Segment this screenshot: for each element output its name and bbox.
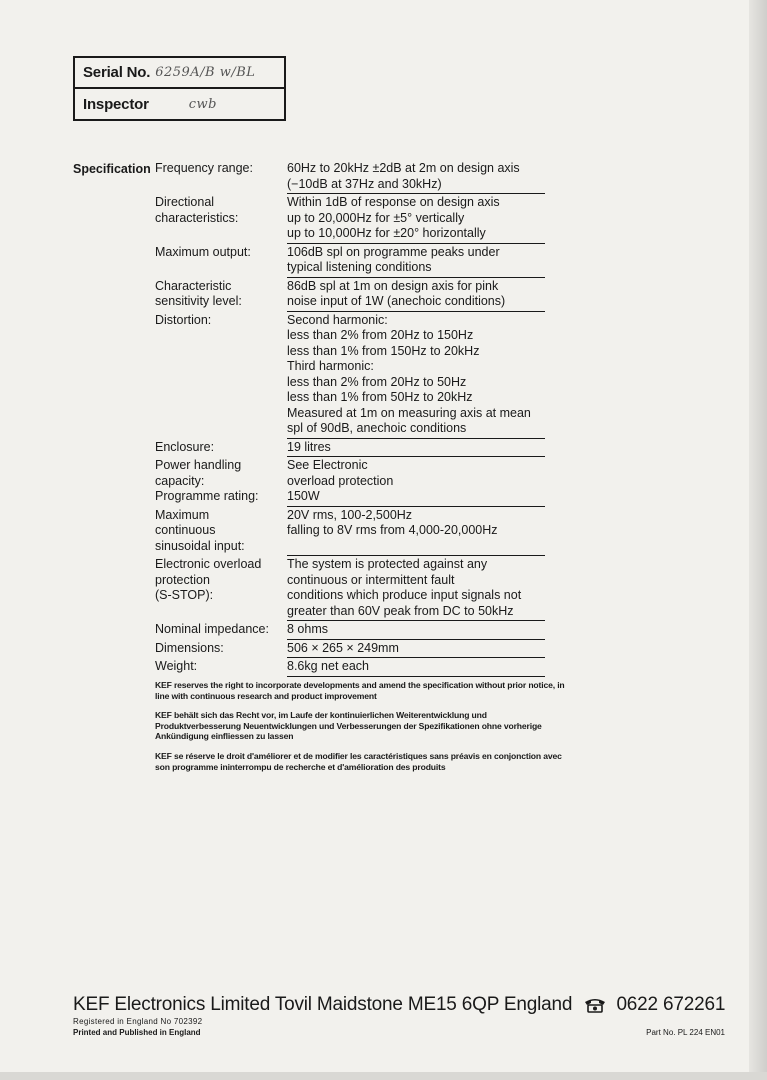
spec-value-line: spl of 90dB, anechoic conditions xyxy=(287,421,467,435)
spec-value xyxy=(287,557,545,621)
serial-row xyxy=(75,58,284,89)
footer-address xyxy=(73,994,725,1016)
page-edge-shadow xyxy=(749,0,767,1080)
spec-label xyxy=(155,279,287,312)
spec-label-line: sinusoidal input: xyxy=(155,538,245,553)
inspector-row xyxy=(75,89,284,120)
spec-value-line: less than 1% from 150Hz to 20kHz xyxy=(287,343,480,358)
spec-row xyxy=(155,161,545,195)
spec-row xyxy=(155,458,545,508)
spec-value xyxy=(287,313,545,439)
serial-handwritten-value: 6259A/B w/BL xyxy=(155,65,256,80)
spec-value xyxy=(287,641,545,659)
spec-value-line: continuous or intermittent fault xyxy=(287,572,455,587)
spec-label-line: Programme rating: xyxy=(155,489,259,503)
spec-value-line: less than 2% from 20Hz to 50Hz xyxy=(287,374,467,389)
spec-label-line: Power handling xyxy=(155,458,242,472)
spec-value-line: 19 litres xyxy=(287,439,331,454)
spec-row xyxy=(155,641,545,660)
inspector-label: Inspector xyxy=(83,96,149,113)
spec-value-line: 106dB spl on programme peaks under xyxy=(287,244,500,259)
spec-label-line: Maximum output: xyxy=(155,244,251,259)
spec-value-line: Third harmonic: xyxy=(287,359,374,373)
spec-label-line: Nominal impedance: xyxy=(155,622,269,636)
spec-label-line: Distortion: xyxy=(155,312,212,327)
spec-value-line: overload protection xyxy=(287,473,394,488)
spec-value-line: See Electronic xyxy=(287,458,368,472)
spec-label-line: characteristics: xyxy=(155,210,239,225)
specification-table xyxy=(155,161,545,678)
notices-block xyxy=(155,680,565,781)
spec-value xyxy=(287,508,545,557)
spec-label xyxy=(155,458,287,507)
spec-value-line: noise input of 1W (anechoic conditions) xyxy=(287,294,506,308)
spec-value-line: Within 1dB of response on design axis xyxy=(287,195,500,209)
spec-label-line: Weight: xyxy=(155,659,198,673)
spec-label xyxy=(155,161,287,194)
spec-label xyxy=(155,557,287,621)
spec-value xyxy=(287,458,545,507)
company-address: KEF Electronics Limited Tovil Maidstone ME15 6QP England xyxy=(73,994,573,1015)
spec-value xyxy=(287,659,545,677)
spec-row xyxy=(155,508,545,558)
spec-label xyxy=(155,659,287,677)
spec-value-line: 86dB spl at 1m on design axis for pink xyxy=(287,278,499,293)
registration-text: Registered in England No 702392 xyxy=(73,1017,203,1026)
spec-value-line: 20V rms, 100-2,500Hz xyxy=(287,507,413,522)
spec-value xyxy=(287,245,545,278)
notice-paragraph: KEF behält sich das Recht vor, im Laufe der kontinuierlichen Weiterentwicklung und Produktverbesserung Neuentwicklungen und Verbesserungen der Spezifikationen ohne vorherige Ankündigung einfliessen zu lassen xyxy=(155,710,542,742)
spec-value-line: The system is protected against any xyxy=(287,557,488,571)
serial-label: Serial No. xyxy=(83,64,151,81)
part-number: Part No. PL 224 EN01 xyxy=(646,1028,725,1037)
spec-label-line: capacity: xyxy=(155,473,205,488)
spec-row xyxy=(155,557,545,622)
spec-value-line: 8 ohms xyxy=(287,622,328,636)
spec-value xyxy=(287,195,545,244)
spec-value-line: 150W xyxy=(287,489,320,503)
page-bottom-edge xyxy=(0,1072,767,1080)
spec-row xyxy=(155,440,545,459)
spec-value-line: up to 20,000Hz for ±5° vertically xyxy=(287,210,465,225)
spec-value xyxy=(287,622,545,640)
spec-value-line: (−10dB at 37Hz and 30kHz) xyxy=(287,176,442,191)
serial-inspector-box xyxy=(73,56,286,121)
notice-paragraph: KEF reserves the right to incorporate developments and amend the specification without prior notice, in line with continuous research and product improvement xyxy=(155,680,565,701)
spec-value-line: greater than 60V peak from DC to 50kHz xyxy=(287,603,514,618)
spec-value-line: Second harmonic: xyxy=(287,312,388,327)
spec-label-line: Electronic overload xyxy=(155,557,262,571)
spec-row xyxy=(155,659,545,678)
notice-paragraph: KEF se réserve le droit d'améliorer et de modifier les caractéristiques sans préavis en conjonction avec son programme ininterrompu de recherche et d'amélioration des produits xyxy=(155,750,562,772)
spec-value xyxy=(287,279,545,312)
spec-label xyxy=(155,440,287,458)
spec-label xyxy=(155,245,287,278)
spec-label-line: sensitivity level: xyxy=(155,294,242,308)
spec-row xyxy=(155,622,545,641)
spec-label xyxy=(155,313,287,439)
spec-value xyxy=(287,440,545,458)
spec-value-line: less than 1% from 50Hz to 20kHz xyxy=(287,390,473,404)
specification-heading: Specification xyxy=(73,162,151,176)
spec-label-line: protection xyxy=(155,572,210,587)
spec-label-line: continuous xyxy=(155,523,216,537)
spec-value-line: 506 × 265 × 249mm xyxy=(287,640,399,655)
spec-label-line: (S-STOP): xyxy=(155,588,214,602)
spec-label-line: Dimensions: xyxy=(155,640,224,655)
spec-label-line: Maximum xyxy=(155,507,210,522)
spec-label xyxy=(155,641,287,659)
telephone-icon xyxy=(583,997,607,1013)
spec-label xyxy=(155,195,287,244)
inspector-handwritten-value: cwb xyxy=(188,97,217,112)
spec-value-line: up to 10,000Hz for ±20° horizontally xyxy=(287,226,486,240)
spec-value-line: Measured at 1m on measuring axis at mean xyxy=(287,405,531,420)
spec-row xyxy=(155,195,545,245)
spec-label-line: Enclosure: xyxy=(155,439,215,454)
spec-label-line: Characteristic xyxy=(155,278,232,293)
spec-label xyxy=(155,508,287,557)
spec-value xyxy=(287,161,545,194)
phone-number: 0622 672261 xyxy=(616,994,726,1015)
spec-label xyxy=(155,622,287,640)
printed-text: Printed and Published in England xyxy=(73,1028,201,1037)
spec-row xyxy=(155,279,545,313)
spec-value-line: less than 2% from 20Hz to 150Hz xyxy=(287,328,474,342)
spec-row xyxy=(155,313,545,440)
spec-label-line: Frequency range: xyxy=(155,161,253,175)
spec-label-line: Directional xyxy=(155,195,215,209)
spec-value-line: 60Hz to 20kHz ±2dB at 2m on design axis xyxy=(287,161,520,175)
spec-value-line: 8.6kg net each xyxy=(287,659,370,673)
spec-value-line: conditions which produce input signals not xyxy=(287,588,522,602)
spec-row xyxy=(155,245,545,279)
spec-value-line xyxy=(287,539,545,555)
spec-value-line: typical listening conditions xyxy=(287,260,432,274)
spec-value-line: falling to 8V rms from 4,000-20,000Hz xyxy=(287,523,498,537)
